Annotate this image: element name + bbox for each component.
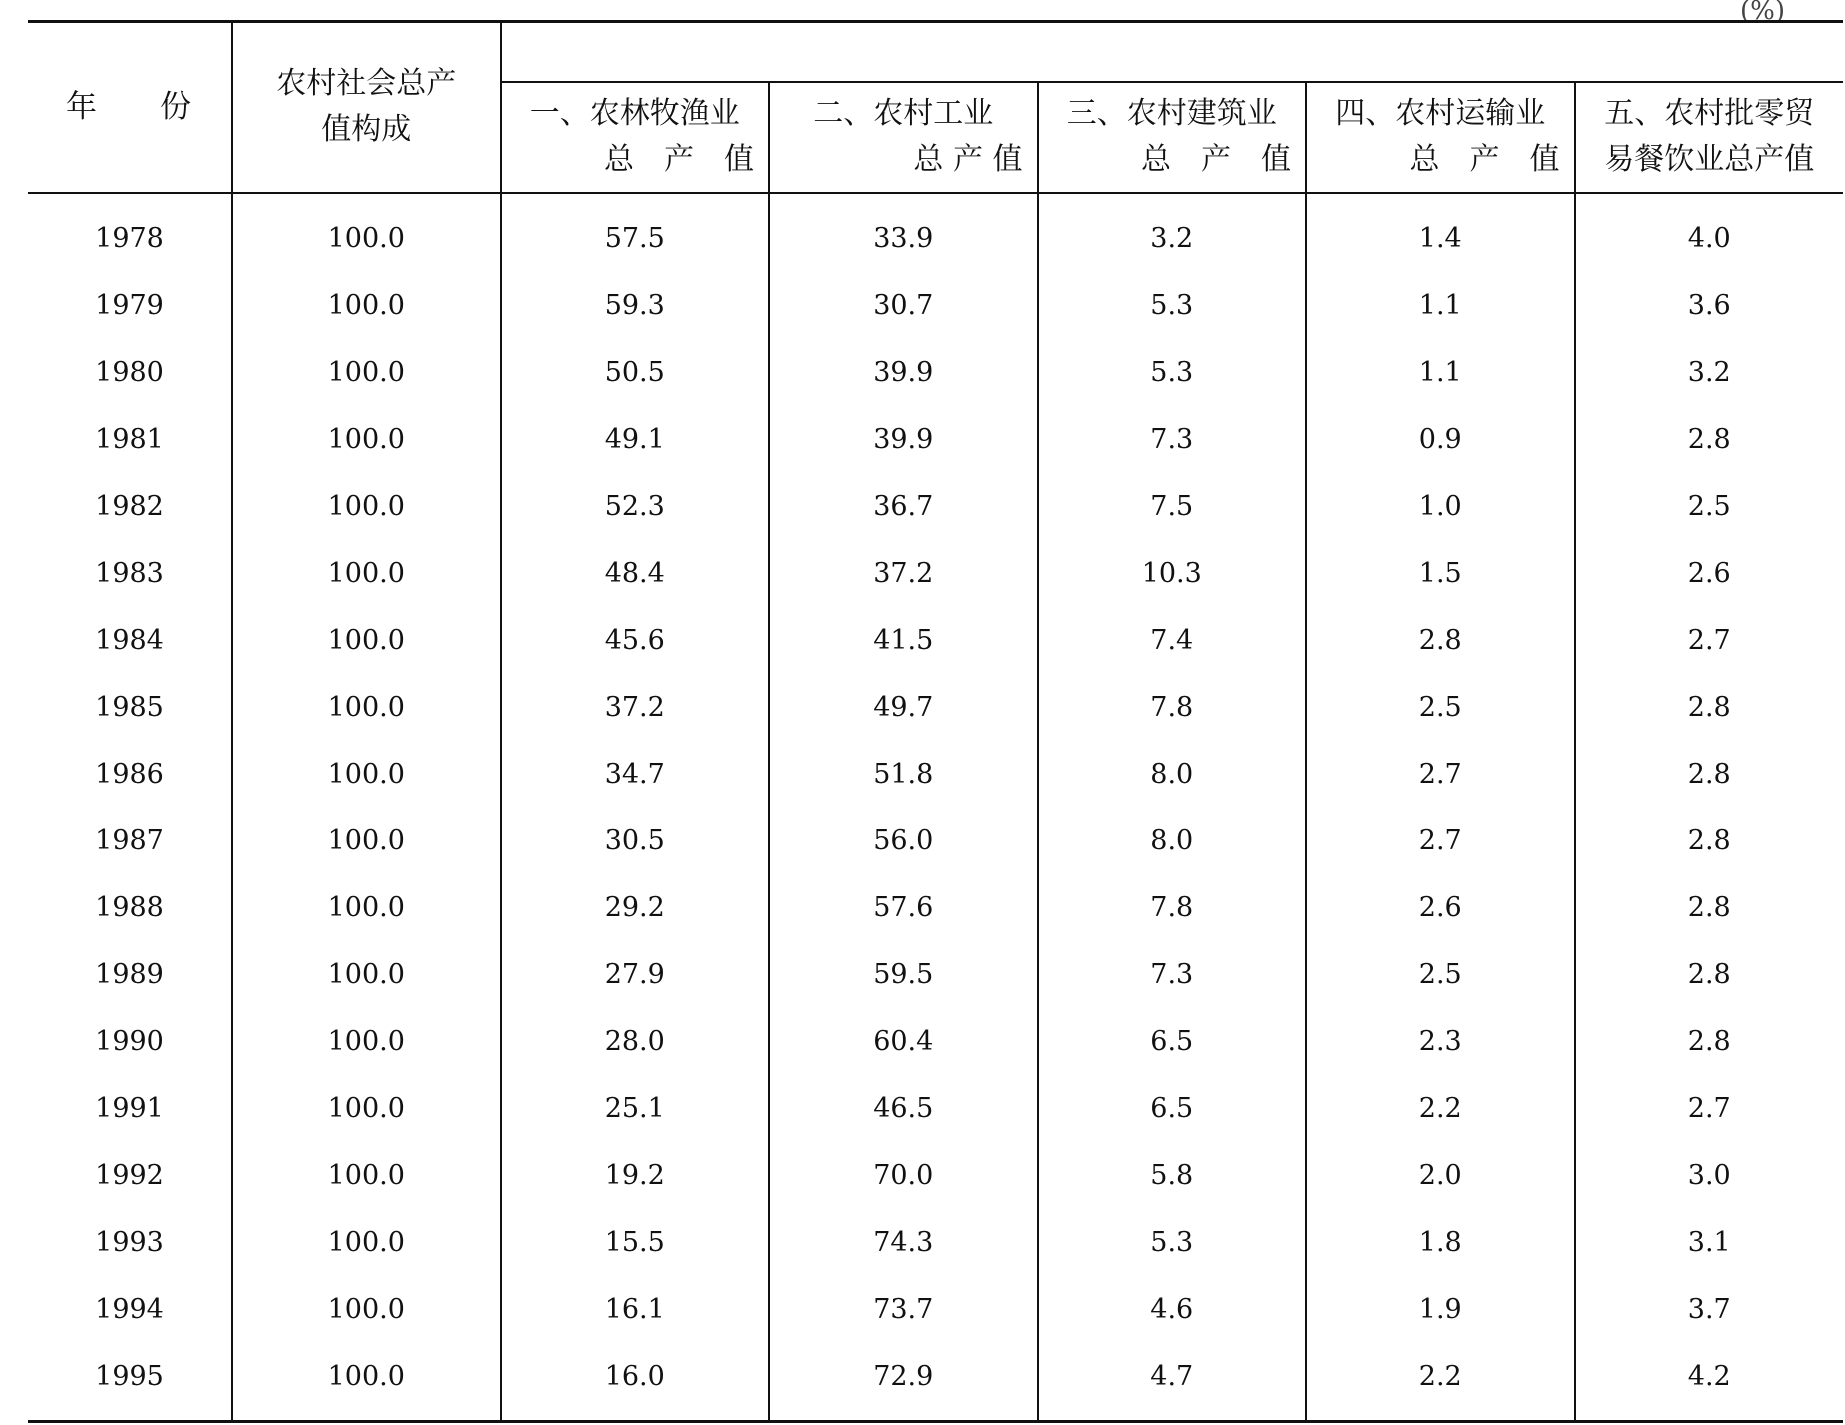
total-value-cell: 100.0 (232, 1075, 501, 1142)
transport-header-line-1: 四、农村运输业 (1335, 96, 1546, 131)
total-value-cell: 100.0 (232, 193, 501, 273)
industry-value-cell: 56.0 (769, 808, 1038, 875)
transport-value-cell: 0.9 (1306, 406, 1575, 473)
transport-column-header (1306, 82, 1575, 193)
transport-value-cell: 2.2 (1306, 1343, 1575, 1421)
commerce-value-cell: 3.2 (1687, 357, 1731, 389)
transport-value-cell: 2.3 (1306, 1008, 1575, 1075)
year-cell: 1985 (28, 674, 232, 741)
year-cell: 1978 (28, 193, 232, 273)
construction-value-cell: 6.5 (1038, 1008, 1307, 1075)
industry-value-cell: 41.5 (769, 607, 1038, 674)
agriculture-value-cell: 28.0 (501, 1008, 770, 1075)
industry-value-cell: 39.9 (769, 406, 1038, 473)
construction-value-cell: 6.5 (1038, 1075, 1307, 1142)
total-value-cell: 100.0 (232, 1276, 501, 1343)
commerce-value-cell: 2.7 (1687, 1093, 1731, 1125)
agriculture-value-cell: 50.5 (501, 339, 770, 406)
transport-value-cell: 2.7 (1306, 741, 1575, 808)
commerce-value-cell: 2.8 (1687, 1026, 1731, 1058)
header-spacer (501, 22, 1844, 82)
transport-value-cell: 1.9 (1306, 1276, 1575, 1343)
transport-value-cell: 1.4 (1306, 193, 1575, 273)
construction-value-cell: 4.6 (1038, 1276, 1307, 1343)
table-row (28, 473, 1843, 540)
table-header (28, 22, 1843, 193)
agriculture-value-cell: 16.1 (501, 1276, 770, 1343)
commerce-value-cell: 4.2 (1687, 1360, 1731, 1392)
year-cell: 1988 (28, 874, 232, 941)
table-row (28, 1142, 1843, 1209)
table-row (28, 1276, 1843, 1343)
table-row (28, 741, 1843, 808)
year-cell: 1986 (28, 741, 232, 808)
transport-value-cell: 2.2 (1306, 1075, 1575, 1142)
year-cell: 1987 (28, 808, 232, 875)
total-column-header (232, 22, 501, 193)
transport-value-cell: 1.1 (1306, 272, 1575, 339)
agriculture-value-cell: 34.7 (501, 741, 770, 808)
commerce-value-cell: 2.8 (1687, 959, 1731, 991)
commerce-column-header (1575, 82, 1844, 193)
table-row (28, 406, 1843, 473)
agriculture-value-cell: 48.4 (501, 540, 770, 607)
transport-value-cell: 2.8 (1306, 607, 1575, 674)
commerce-value-cell: 2.5 (1687, 491, 1731, 522)
table-row (28, 674, 1843, 741)
agriculture-value-cell: 25.1 (501, 1075, 770, 1142)
table-body (28, 193, 1843, 1422)
construction-value-cell: 8.0 (1038, 808, 1307, 875)
commerce-header-line-1: 五、农村批零贸 (1604, 96, 1815, 131)
agriculture-value-cell: 37.2 (501, 674, 770, 741)
agriculture-value-cell: 27.9 (501, 941, 770, 1008)
agriculture-value-cell: 59.3 (501, 272, 770, 339)
table-row (28, 1209, 1843, 1276)
construction-value-cell: 7.4 (1038, 607, 1307, 674)
construction-column-header (1038, 82, 1307, 193)
table-row (28, 272, 1843, 339)
total-value-cell: 100.0 (232, 1209, 501, 1276)
industry-value-cell: 33.9 (769, 193, 1038, 273)
year-cell: 1993 (28, 1209, 232, 1276)
transport-value-cell: 1.8 (1306, 1209, 1575, 1276)
agriculture-value-cell: 29.2 (501, 874, 770, 941)
construction-value-cell: 7.3 (1038, 406, 1307, 473)
industry-value-cell: 49.7 (769, 674, 1038, 741)
table-row (28, 874, 1843, 941)
table-row (28, 540, 1843, 607)
transport-value-cell: 2.7 (1306, 808, 1575, 875)
industry-value-cell: 72.9 (769, 1343, 1038, 1421)
year-column-header (28, 22, 232, 193)
transport-value-cell: 1.0 (1306, 473, 1575, 540)
agriculture-value-cell: 52.3 (501, 473, 770, 540)
construction-value-cell: 5.3 (1038, 1209, 1307, 1276)
industry-value-cell: 39.9 (769, 339, 1038, 406)
commerce-header-line-2: 易餐饮业总产值 (1604, 142, 1815, 177)
agriculture-value-cell: 30.5 (501, 808, 770, 875)
commerce-value-cell: 2.8 (1687, 892, 1731, 924)
commerce-value-cell: 2.6 (1687, 557, 1731, 589)
industry-value-cell: 30.7 (769, 272, 1038, 339)
agriculture-header-line-1: 一、农林牧渔业 (529, 96, 740, 131)
agriculture-value-cell: 16.0 (501, 1343, 770, 1421)
year-cell: 1994 (28, 1276, 232, 1343)
commerce-value-cell: 3.7 (1687, 1293, 1731, 1325)
construction-value-cell: 4.7 (1038, 1343, 1307, 1421)
year-cell: 1989 (28, 941, 232, 1008)
year-cell: 1990 (28, 1008, 232, 1075)
transport-value-cell: 2.0 (1306, 1142, 1575, 1209)
total-header-line-2: 值构成 (321, 112, 412, 148)
commerce-value-cell: 3.6 (1687, 290, 1731, 322)
construction-header-line-1: 三、农村建筑业 (1066, 96, 1277, 131)
industry-header-line-2: 总 产 值 (913, 142, 1023, 177)
table-row (28, 1075, 1843, 1142)
transport-value-cell: 1.1 (1306, 339, 1575, 406)
commerce-value-cell: 2.8 (1687, 691, 1731, 723)
construction-header-line-2: 总 产 值 (1141, 142, 1291, 177)
total-value-cell: 100.0 (232, 540, 501, 607)
year-cell: 1979 (28, 272, 232, 339)
total-value-cell: 100.0 (232, 874, 501, 941)
commerce-value-cell: 3.1 (1687, 1226, 1731, 1258)
table-row (28, 339, 1843, 406)
year-header-char-1: 年 (66, 89, 97, 126)
transport-header-line-2: 总 产 值 (1409, 142, 1560, 177)
table-row (28, 607, 1843, 674)
year-cell: 1992 (28, 1142, 232, 1209)
agriculture-column-header (501, 82, 770, 193)
year-cell: 1981 (28, 406, 232, 473)
industry-value-cell: 46.5 (769, 1075, 1038, 1142)
total-value-cell: 100.0 (232, 607, 501, 674)
industry-value-cell: 36.7 (769, 473, 1038, 540)
commerce-value-cell: 4.0 (1687, 223, 1731, 255)
construction-value-cell: 5.3 (1038, 339, 1307, 406)
agriculture-value-cell: 49.1 (501, 406, 770, 473)
total-value-cell: 100.0 (232, 272, 501, 339)
total-value-cell: 100.0 (232, 808, 501, 875)
commerce-value-cell: 2.8 (1687, 825, 1731, 857)
total-value-cell: 100.0 (232, 741, 501, 808)
table-row (28, 808, 1843, 875)
agriculture-value-cell: 57.5 (501, 193, 770, 273)
year-cell: 1995 (28, 1343, 232, 1421)
total-value-cell: 100.0 (232, 1142, 501, 1209)
industry-value-cell: 60.4 (769, 1008, 1038, 1075)
commerce-value-cell: 2.7 (1687, 624, 1731, 656)
commerce-value-cell: 2.8 (1687, 758, 1731, 790)
transport-value-cell: 2.5 (1306, 941, 1575, 1008)
construction-value-cell: 3.2 (1038, 193, 1307, 273)
total-value-cell: 100.0 (232, 941, 501, 1008)
table-row (28, 1343, 1843, 1421)
table-row (28, 941, 1843, 1008)
agriculture-header-line-2: 总 产 值 (604, 142, 754, 177)
total-value-cell: 100.0 (232, 406, 501, 473)
construction-value-cell: 8.0 (1038, 741, 1307, 808)
transport-value-cell: 1.5 (1306, 540, 1575, 607)
industry-value-cell: 59.5 (769, 941, 1038, 1008)
transport-value-cell: 2.6 (1306, 874, 1575, 941)
commerce-value-cell: 3.0 (1687, 1159, 1731, 1191)
construction-value-cell: 7.5 (1038, 473, 1307, 540)
year-cell: 1982 (28, 473, 232, 540)
rural-output-composition-table (28, 20, 1843, 1423)
commerce-value-cell: 2.8 (1687, 424, 1731, 456)
industry-column-header (769, 82, 1038, 193)
construction-value-cell: 7.3 (1038, 941, 1307, 1008)
industry-header-line-1: 二、农村工业 (813, 96, 994, 131)
total-value-cell: 100.0 (232, 1008, 501, 1075)
total-value-cell: 100.0 (232, 1343, 501, 1421)
year-cell: 1980 (28, 339, 232, 406)
construction-value-cell: 5.8 (1038, 1142, 1307, 1209)
year-cell: 1984 (28, 607, 232, 674)
industry-value-cell: 51.8 (769, 741, 1038, 808)
year-cell: 1991 (28, 1075, 232, 1142)
agriculture-value-cell: 45.6 (501, 607, 770, 674)
industry-value-cell: 74.3 (769, 1209, 1038, 1276)
table-row (28, 193, 1843, 273)
transport-value-cell: 2.5 (1306, 674, 1575, 741)
unit-mark: (%) (1740, 0, 1785, 26)
total-header-line-1: 农村社会总产 (276, 66, 457, 102)
total-value-cell: 100.0 (232, 473, 501, 540)
year-header-char-2: 份 (160, 89, 191, 126)
agriculture-value-cell: 15.5 (501, 1209, 770, 1276)
industry-value-cell: 70.0 (769, 1142, 1038, 1209)
table-row (28, 1008, 1843, 1075)
construction-value-cell: 10.3 (1038, 540, 1307, 607)
construction-value-cell: 7.8 (1038, 674, 1307, 741)
construction-value-cell: 5.3 (1038, 272, 1307, 339)
agriculture-value-cell: 19.2 (501, 1142, 770, 1209)
construction-value-cell: 7.8 (1038, 874, 1307, 941)
industry-value-cell: 57.6 (769, 874, 1038, 941)
year-cell: 1983 (28, 540, 232, 607)
total-value-cell: 100.0 (232, 339, 501, 406)
industry-value-cell: 73.7 (769, 1276, 1038, 1343)
total-value-cell: 100.0 (232, 674, 501, 741)
industry-value-cell: 37.2 (769, 540, 1038, 607)
